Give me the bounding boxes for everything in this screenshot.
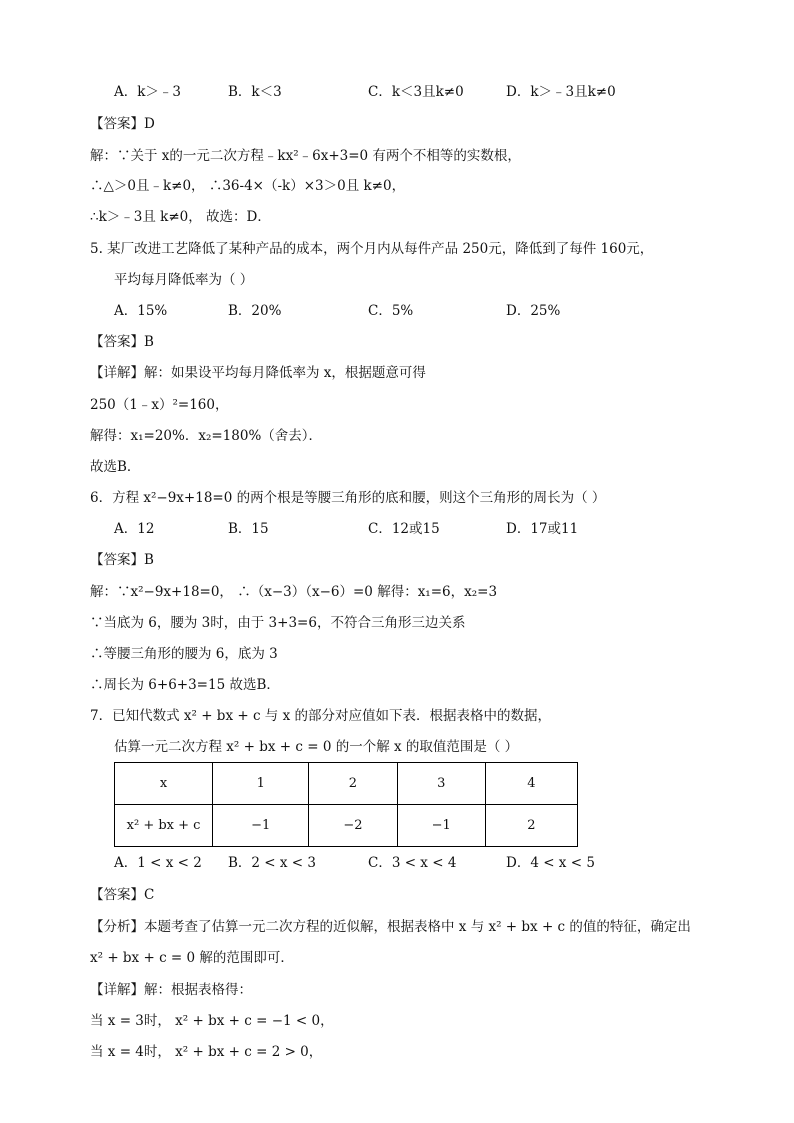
q7-option-c: C．3 < x < 4: [368, 855, 457, 871]
q7-analysis-line-1: 【分析】本题考查了估算一元二次方程的近似解，根据表格中 x 与 x² + bx + c 的值的特征，确定出: [90, 919, 691, 935]
q6-stem: 6．方程 x²−9x+18=0 的两个根是等腰三角形的底和腰，则这个三角形的周长为（ ）: [90, 490, 606, 506]
q4-solution-line-1: 解：∵关于 x的一元二次方程﹣kx²﹣6x+3=0 有两个不相等的实数根，: [90, 148, 521, 164]
table-cell: −2: [309, 805, 397, 847]
table-cell: 2: [309, 763, 397, 805]
q5-option-d: D．25%: [506, 303, 561, 319]
q7-option-b: B．2 < x < 3: [228, 855, 317, 871]
q4-option-b: B．k＜3: [228, 84, 282, 100]
q4-option-d: D．k＞﹣3且k≠0: [506, 84, 616, 100]
q5-option-a: A．15%: [114, 303, 168, 319]
table-cell: 4: [485, 763, 577, 805]
q7-stem-line-1: 7．已知代数式 x² + bx + c 与 x 的部分对应值如下表．根据表格中的数据，: [90, 708, 551, 724]
q7-case-1: 当 x = 3时， x² + bx + c = −1 < 0，: [90, 1013, 334, 1029]
q6-solution-line-3: ∴等腰三角形的腰为 6，底为 3: [90, 646, 278, 662]
q7-answer: 【答案】C: [90, 887, 155, 903]
q5-answer: 【答案】B: [90, 334, 154, 350]
q7-value-table: [114, 762, 578, 847]
table-cell: 3: [397, 763, 485, 805]
q7-case-2: 当 x = 4时， x² + bx + c = 2 > 0，: [90, 1044, 323, 1060]
table-cell: 1: [213, 763, 309, 805]
q7-stem-line-2: 估算一元二次方程 x² + bx + c = 0 的一个解 x 的取值范围是（ ）: [114, 739, 519, 755]
q5-option-b: B．20%: [228, 303, 282, 319]
q5-choose: 故选B．: [90, 459, 141, 475]
q7-option-d: D．4 < x < 5: [506, 855, 595, 871]
table-cell: x: [115, 763, 213, 805]
q6-option-c: C．12或15: [368, 521, 440, 537]
q5-equation: 250（1﹣x）²=160，: [90, 397, 229, 413]
q5-solve: 解得：x₁=20%．x₂=180%（舍去）．: [90, 428, 323, 444]
q6-option-a: A．12: [114, 521, 155, 537]
q6-solution-line-2: ∵当底为 6，腰为 3时，由于 3+3=6，不符合三角形三边关系: [90, 615, 466, 631]
q6-solution-line-4: ∴周长为 6+6+3=15 故选B．: [90, 677, 280, 693]
table-cell: 2: [485, 805, 577, 847]
table-cell: −1: [397, 805, 485, 847]
q4-answer: 【答案】D: [90, 116, 155, 132]
table-row: [115, 763, 578, 805]
q5-detail: 【详解】解：如果设平均每月降低率为 x，根据题意可得: [90, 365, 426, 381]
table-cell: −1: [213, 805, 309, 847]
table-cell: x² + bx + c: [115, 805, 213, 847]
q7-detail: 【详解】解：根据表格得：: [90, 982, 252, 998]
q6-option-b: B．15: [228, 521, 269, 537]
q6-answer: 【答案】B: [90, 552, 154, 568]
table-row: [115, 805, 578, 847]
q7-analysis-line-2: x² + bx + c = 0 解的范围即可．: [90, 950, 294, 966]
q4-option-c: C．k＜3且k≠0: [368, 84, 464, 100]
q5-stem-line-2: 平均每月降低率为（ ）: [114, 272, 254, 288]
q7-option-a: A．1 < x < 2: [114, 855, 202, 871]
q6-solution-line-1: 解：∵x²−9x+18=0， ∴（x−3）（x−6）=0 解得：x₁=6，x₂=3: [90, 584, 498, 600]
q4-solution-line-2: ∴△＞0且﹣k≠0， ∴36-4×（-k）×3＞0且 k≠0，: [90, 178, 406, 194]
q5-option-c: C．5%: [368, 303, 414, 319]
q6-option-d: D．17或11: [506, 521, 579, 537]
q5-stem-line-1: 5. 某厂改进工艺降低了某种产品的成本，两个月内从每件产品 250元，降低到了每件 160元，: [90, 241, 654, 257]
q4-solution-line-3: ∴k＞﹣3且 k≠0， 故选：D．: [90, 209, 271, 225]
q4-option-a: A．k＞﹣3: [114, 84, 182, 100]
